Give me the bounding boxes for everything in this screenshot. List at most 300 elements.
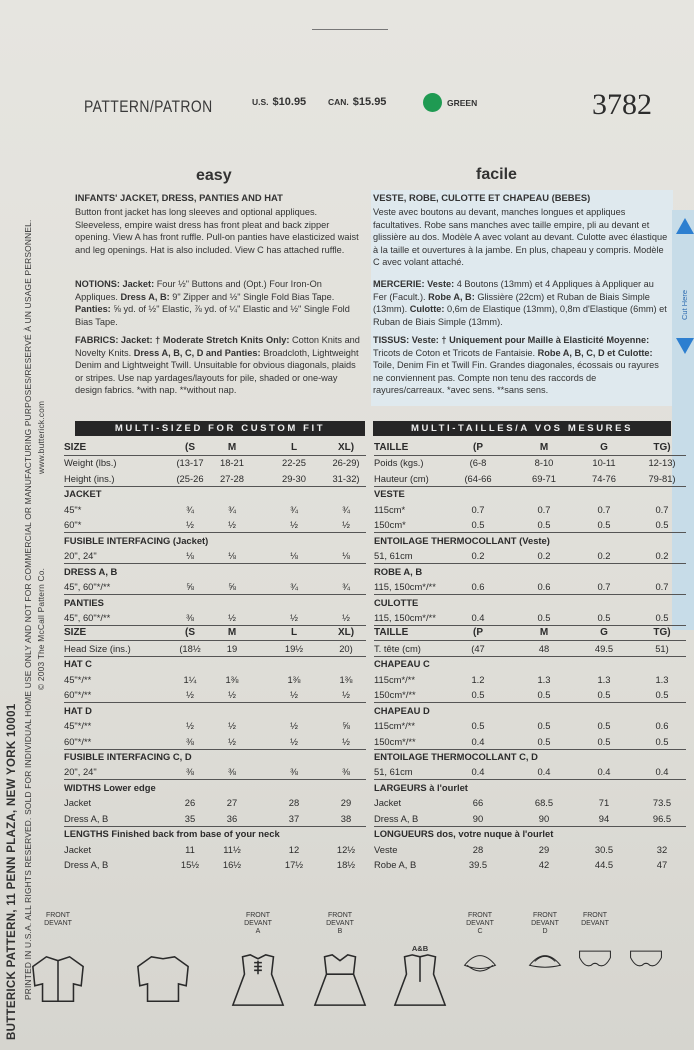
french-row-cell: 0.4 [471, 611, 485, 623]
english-table-row [64, 611, 366, 624]
can-price: CAN. $15.95 [328, 96, 387, 108]
french-row-cell: 0.5 [655, 735, 669, 747]
french-row-cell: 0.5 [537, 735, 551, 747]
english-table-row [64, 827, 366, 840]
english-row-label: 60"*/** [64, 689, 92, 701]
english-table-row [64, 472, 366, 485]
english-row-cell: 22-25 [282, 457, 306, 469]
french-row-cell: 39.5 [468, 859, 488, 871]
french-row-label: 51, 61cm [374, 550, 413, 562]
french-row-label: 115, 150cm*/** [374, 611, 436, 623]
french-row-label: Dress A, B [374, 812, 419, 824]
english-row-cell: 17½ [284, 859, 304, 871]
french-row-cell: 79-81) [648, 472, 676, 484]
english-row-cell: ¾ [290, 503, 298, 515]
english-row-cell: ¾ [342, 503, 350, 515]
french-table-row [374, 735, 686, 748]
sketch-label: A&B [411, 944, 429, 953]
french-row-cell: 0.6 [471, 581, 485, 593]
french-row-cell: 0.4 [471, 735, 485, 747]
english-row-label: HAT D [64, 704, 92, 716]
dressBack-sketch-icon [391, 952, 449, 1008]
french-row-cell: 0.5 [597, 519, 611, 531]
english-row-cell: ⅜ [342, 766, 350, 778]
french-row-cell: 47 [656, 859, 668, 871]
english-title: INFANTS' JACKET, DRESS, PANTIES AND HAT [75, 192, 283, 203]
english-table-row [64, 580, 366, 593]
french-row-cell: (P [473, 627, 483, 639]
english-table-bar: MULTI-SIZED FOR CUSTOM FIT [75, 421, 365, 436]
english-row-cell: 1⅜ [339, 673, 353, 685]
english-row-cell: ½ [186, 689, 194, 701]
jacket-sketch-icon [29, 952, 87, 1008]
french-row-cell: TG) [653, 442, 671, 453]
sketch-label: FRONT DEVANT C [466, 912, 494, 935]
english-table-row [64, 843, 366, 856]
french-row-label: CHAPEAU C [374, 658, 430, 670]
french-row-cell: 0.2 [655, 550, 669, 562]
english-row-label: FUSIBLE INTERFACING C, D [64, 751, 192, 762]
panties-sketch-icon [571, 946, 619, 982]
french-row-label: VESTE [374, 488, 405, 500]
french-row-cell: 1.2 [471, 673, 485, 685]
french-row-label: ENTOILAGE THERMOCOLLANT (Veste) [374, 534, 550, 546]
english-row-cell: 37 [288, 812, 300, 824]
arrow-up-icon [676, 218, 694, 234]
french-row-label: Robe A, B [374, 859, 417, 871]
french-row-cell: (47 [471, 642, 485, 654]
english-row-cell: ½ [290, 689, 298, 701]
english-row-cell: 29 [340, 797, 352, 809]
french-row-cell: 0.7 [655, 581, 669, 593]
french-row-cell: 0.4 [537, 766, 551, 778]
french-table-row [374, 827, 686, 840]
english-table-row [64, 642, 366, 655]
english-row-cell: ½ [228, 689, 236, 701]
french-row-cell: 0.5 [471, 519, 485, 531]
french-row-cell: 0.2 [597, 550, 611, 562]
french-row-cell: 0.5 [597, 611, 611, 623]
english-row-label: DRESS A, B [64, 565, 118, 577]
english-row-cell: 28 [288, 797, 300, 809]
english-row-cell: (18½ [179, 642, 201, 654]
french-table-row [374, 781, 686, 794]
color-label: GREEN [447, 98, 478, 108]
english-table-row [64, 441, 366, 454]
french-row-cell: 0.5 [537, 519, 551, 531]
english-table-row [64, 518, 366, 531]
french-row-cell: M [539, 442, 549, 453]
french-row-cell: 0.5 [655, 689, 669, 701]
french-row-cell: 69-71 [532, 472, 556, 484]
english-table-row [64, 765, 366, 778]
english-row-cell: (S [185, 627, 195, 639]
pattern-number: 3782 [592, 88, 652, 121]
english-row-cell: M [227, 627, 237, 639]
french-table-row [374, 565, 686, 578]
sketch-label: FRONT DEVANT [44, 912, 72, 927]
english-table-row [64, 704, 366, 717]
french-row-cell: 90 [472, 812, 484, 824]
color-dot-icon [423, 93, 442, 112]
french-row-label: 115cm*/** [374, 673, 415, 685]
english-row-cell: ¾ [342, 581, 350, 593]
french-row-cell: 0.4 [655, 766, 669, 778]
english-row-cell: 18-21 [220, 457, 244, 469]
english-row-label: Jacket [64, 843, 92, 855]
english-row-cell: ½ [290, 720, 298, 732]
french-row-cell: 0.5 [537, 611, 551, 623]
french-row-cell: 0.5 [655, 519, 669, 531]
english-row-cell: ½ [228, 519, 236, 531]
english-row-cell: ⅜ [186, 611, 194, 623]
english-row-cell: ⅝ [186, 581, 194, 593]
french-row-cell: 8-10 [534, 457, 554, 469]
pattern-label: PATTERN/PATRON [84, 97, 213, 116]
english-row-cell: ⅝ [342, 720, 350, 732]
english-row-cell: 18½ [336, 859, 356, 871]
english-row-cell: ⅛ [228, 550, 236, 562]
english-row-label: 45"* [64, 503, 82, 515]
english-row-cell: L [290, 442, 298, 453]
french-row-cell: 0.5 [537, 720, 551, 732]
english-row-cell: 27-28 [220, 472, 244, 484]
french-table-row [374, 534, 686, 547]
french-row-cell: 0.4 [471, 766, 485, 778]
french-row-cell: 0.5 [597, 720, 611, 732]
english-row-cell: 36 [226, 812, 238, 824]
english-row-cell: ⅛ [342, 550, 350, 562]
french-row-cell: 48 [538, 642, 550, 654]
french-table-row [374, 518, 686, 531]
french-row-cell: 42 [538, 859, 550, 871]
french-row-cell: 0.5 [597, 689, 611, 701]
english-row-cell: ¾ [228, 503, 236, 515]
french-row-cell: 0.5 [597, 735, 611, 747]
english-row-cell: ½ [228, 720, 236, 732]
french-row-cell: 0.7 [537, 503, 551, 515]
english-row-cell: 12 [288, 843, 300, 855]
french-row-label: Hauteur (cm) [374, 472, 429, 484]
english-table-row [64, 688, 366, 701]
english-row-cell: 26 [184, 797, 196, 809]
french-row-cell: 1.3 [655, 673, 669, 685]
english-row-cell: (25-26 [176, 472, 204, 484]
english-table-row [64, 626, 366, 639]
french-row-cell: 0.7 [655, 503, 669, 515]
french-row-cell: 94 [598, 812, 610, 824]
french-table-row [374, 456, 686, 469]
english-table-row [64, 781, 366, 794]
english-row-cell: 38 [340, 812, 352, 824]
english-row-cell: 12½ [336, 843, 356, 855]
english-row-cell: ½ [342, 519, 350, 531]
english-row-label: Head Size (ins.) [64, 642, 131, 654]
english-row-label: SIZE [64, 627, 87, 639]
french-row-cell: 68.5 [534, 797, 554, 809]
french-row-cell: 90 [538, 812, 550, 824]
english-row-cell: M [227, 442, 237, 453]
french-table-row [374, 441, 686, 454]
english-row-cell: 26-29) [332, 457, 360, 469]
english-row-cell: ½ [342, 611, 350, 623]
english-row-cell: 11½ [223, 843, 241, 855]
website: www.butterick.com [36, 400, 46, 474]
english-table-row [64, 812, 366, 825]
english-row-label: SIZE [64, 442, 87, 453]
english-row-label: 45"*/** [64, 720, 92, 732]
french-row-cell: (P [473, 442, 483, 453]
english-row-cell: XL) [337, 627, 355, 639]
english-notions: NOTIONS: Jacket: Four ½" Buttons and (Opt.) Four Iron-On Appliques. Dress A, B: 9" Zipper and ½" Single Fold Bias Tape. Panties: ⅝ yd. of ½" Elastic, ⅞ yd. of ¼" Elastic and ½" Single Fold Bias Tape. [75, 279, 350, 327]
french-row-cell: (64-66 [464, 472, 492, 484]
english-row-label: Weight (lbs.) [64, 457, 117, 469]
english-row-cell: (S [185, 442, 195, 453]
french-row-label: LARGEURS à l'ourlet [374, 781, 468, 793]
dressB-sketch-icon [311, 952, 369, 1008]
usage-notice: PRINTED IN U.S.A. ALL RIGHTS RESERVED. SOLD FOR INDIVIDUAL HOME USE ONLY AND NOT FOR COMMERCIAL OR MANUFACTURING PURPOSES/RESERVÉ À UN USAGE PERSONNEL. [23, 219, 33, 1000]
english-row-label: WIDTHS Lower edge [64, 781, 156, 793]
jacket-back-sketch-icon [134, 952, 192, 1008]
english-table-row [64, 596, 366, 609]
french-table-row [374, 503, 686, 516]
french-table-row [374, 704, 686, 717]
english-row-cell: ½ [228, 735, 236, 747]
english-row-cell: 19 [226, 642, 238, 654]
english-table-row [64, 503, 366, 516]
panties-back-sketch-icon [622, 946, 670, 982]
english-heading: easy [196, 167, 232, 184]
french-row-label: TAILLE [374, 627, 409, 639]
french-row-cell: 30.5 [594, 843, 614, 855]
english-table-row [64, 750, 366, 763]
french-table-row [374, 549, 686, 562]
english-row-label: 45", 60"*/** [64, 581, 111, 593]
french-row-label: ENTOILAGE THERMOCOLLANT C, D [374, 751, 538, 762]
french-row-cell: 0.7 [471, 503, 485, 515]
english-row-label: Jacket [64, 797, 92, 809]
english-table-row [64, 565, 366, 578]
english-row-cell: L [290, 627, 298, 639]
french-table-bar: MULTI-TAILLES/A VOS MESURES [373, 421, 671, 436]
french-row-cell: 73.5 [652, 797, 672, 809]
english-row-cell: (13-17 [176, 457, 204, 469]
french-table-row [374, 858, 686, 871]
english-row-cell: ⅛ [290, 550, 298, 562]
french-table-row [374, 688, 686, 701]
french-table-row [374, 843, 686, 856]
french-row-label: 51, 61cm [374, 766, 413, 778]
french-row-cell: TG) [653, 627, 671, 639]
french-row-cell: 0.6 [537, 581, 551, 593]
english-row-label: Dress A, B [64, 812, 109, 824]
english-row-cell: ⅜ [290, 766, 298, 778]
english-row-cell: ¾ [186, 503, 194, 515]
english-row-cell: XL) [337, 442, 355, 453]
french-row-cell: 29 [538, 843, 550, 855]
english-table-row [64, 796, 366, 809]
french-table-row [374, 642, 686, 655]
hatC-sketch-icon [456, 946, 504, 982]
french-row-label: ROBE A, B [374, 565, 423, 577]
english-table-row [64, 456, 366, 469]
french-row-cell: 28 [472, 843, 484, 855]
french-row-cell: G [600, 442, 608, 453]
english-row-cell: ⅜ [186, 735, 194, 747]
english-table-row [64, 487, 366, 500]
french-row-label: 115, 150cm*/** [374, 581, 436, 593]
english-row-cell: ½ [228, 611, 236, 623]
cut-here-label: Cut Here [680, 289, 689, 320]
english-row-label: HAT C [64, 658, 92, 670]
us-price: U.S. $10.95 [252, 96, 307, 108]
english-row-cell: 35 [184, 812, 196, 824]
english-row-label: FUSIBLE INTERFACING (Jacket) [64, 534, 209, 546]
french-row-cell: 66 [472, 797, 484, 809]
french-table-row [374, 765, 686, 778]
french-table-row [374, 657, 686, 670]
french-row-cell: G [600, 627, 608, 639]
french-row-cell: 1.3 [597, 673, 611, 685]
english-row-cell: 1¼ [183, 673, 197, 685]
english-row-cell: ⅜ [186, 766, 194, 778]
french-mercerie: MERCERIE: Veste: 4 Boutons (13mm) et 4 Appliques à Appliquer au Fer (Facult.). Robe A, B: Glissière (22cm) et Ruban de Biais Simple (13mm). Culotte: 0,6m de Elastique (13mm), 0,8m d'Elastique (6mm) et Ruban de Biais Simple (13mm). [373, 279, 667, 327]
french-row-cell: M [539, 627, 549, 639]
french-row-cell: 32 [656, 843, 668, 855]
english-row-label: 60"* [64, 519, 82, 531]
french-row-cell: 12-13) [648, 457, 676, 469]
french-tissus: TISSUS: Veste: † Uniquement pour Maille à Elasticité Moyenne: Tricots de Coton et Tricots de Fantaisie. Robe A, B, C, D et Culotte: Toile, Denim Fin et Twill Fin. Grandes diagonales, écossais ou rayures ne conviennent pas. Compte non tenu des raccords de rayures/carreaux. *avec sens. **sans sens. [373, 335, 659, 396]
french-table-row [374, 611, 686, 624]
english-row-cell: ½ [342, 689, 350, 701]
french-row-cell: 0.7 [597, 581, 611, 593]
english-row-cell: 1⅜ [225, 673, 239, 685]
english-row-cell: 20) [339, 642, 353, 654]
english-fabrics: FABRICS: Jacket: † Moderate Stretch Knits Only: Cotton Knits and Novelty Knits. Dress A, B, C, D and Panties: Broadcloth, Lightweight Denim and Lightweight Twill. Unsuitable for obvious diagonals, plaids or stripes. Use nap yardages/layouts for pile, shaded or one-way design fabrics. *with nap. **without nap. [75, 335, 360, 396]
english-row-label: 60"*/** [64, 735, 92, 747]
english-row-label: 20", 24" [64, 550, 97, 562]
english-row-cell: 19½ [284, 642, 304, 654]
french-row-cell: 74-76 [592, 472, 616, 484]
english-row-cell: 29-30 [282, 472, 306, 484]
french-row-cell: 51) [655, 642, 669, 654]
english-row-cell: 27 [226, 797, 238, 809]
english-row-label: 45", 60"*/** [64, 611, 111, 623]
french-heading: facile [476, 166, 517, 183]
english-table-row [64, 534, 366, 547]
french-row-label: 115cm* [374, 503, 406, 515]
french-row-cell: 0.6 [655, 720, 669, 732]
top-rule [312, 29, 388, 30]
english-row-cell: 31-32) [332, 472, 360, 484]
french-row-label: 115cm*/** [374, 720, 415, 732]
english-row-cell: 16½ [222, 859, 242, 871]
english-row-cell: 15½ [180, 859, 200, 871]
english-row-cell: ¾ [290, 581, 298, 593]
french-row-cell: (6-8 [469, 457, 487, 469]
english-row-cell: ½ [290, 735, 298, 747]
publisher-address: BUTTERICK PATTERN, 11 PENN PLAZA, NEW YORK 10001 [6, 703, 18, 1040]
english-row-cell: ⅜ [228, 766, 236, 778]
english-table-row [64, 858, 366, 871]
english-row-cell: ½ [186, 519, 194, 531]
french-title: VESTE, ROBE, CULOTTE ET CHAPEAU (BEBES) [373, 192, 591, 203]
sketch-label: FRONT DEVANT [581, 912, 609, 927]
french-description: Veste avec boutons au devant, manches longues et appliques facultatives. Robe sans manches avec taille empire, pli au devant et glissière au dos. Modèle A avec volant au devant. Culotte avec élastique à la taille et ouvertures à la jambe. En plus, chapeau y compris. Modèle C avec volant attaché. [373, 207, 668, 268]
french-row-cell: 49.5 [594, 642, 614, 654]
french-table-row [374, 472, 686, 485]
french-row-label: CULOTTE [374, 596, 419, 608]
english-table-row [64, 735, 366, 748]
english-row-cell: ½ [290, 519, 298, 531]
english-row-cell: ½ [186, 720, 194, 732]
english-row-cell: ⅛ [186, 550, 194, 562]
french-row-cell: 71 [598, 797, 610, 809]
sketch-label: FRONT DEVANT D [531, 912, 559, 935]
french-table-row [374, 812, 686, 825]
french-row-cell: 10-11 [592, 457, 616, 469]
french-row-cell: 0.2 [537, 550, 551, 562]
french-table-row [374, 487, 686, 500]
hatD-sketch-icon [521, 946, 569, 982]
french-row-label: 150cm* [374, 519, 406, 531]
dressA-sketch-icon [229, 952, 287, 1008]
english-table-row [64, 549, 366, 562]
french-row-label: LONGUEURS dos, votre nuque à l'ourlet [374, 828, 554, 840]
french-row-label: Jacket [374, 797, 402, 809]
english-table-row [64, 657, 366, 670]
french-row-cell: 44.5 [594, 859, 614, 871]
french-table-row [374, 626, 686, 639]
english-row-label: 45"*/** [64, 673, 92, 685]
english-row-cell: ½ [342, 735, 350, 747]
french-table-row [374, 580, 686, 593]
french-row-label: Veste [374, 843, 398, 855]
french-row-label: 150cm*/** [374, 689, 416, 701]
french-row-cell: 96.5 [652, 812, 672, 824]
english-description: Button front jacket has long sleeves and optional appliques. Sleeveless, empire waist dress has front pleat and back zipper opening. View A has front ruffle. Pull-on panties have elasticized waist and leg openings. Hat is also included. View C has attached ruffle. [75, 207, 359, 255]
arrow-down-icon [676, 338, 694, 354]
english-row-cell: 1⅜ [287, 673, 301, 685]
sketch-label: FRONT DEVANT B [326, 912, 354, 935]
french-row-label: Poids (kgs.) [374, 457, 424, 469]
french-row-label: 150cm*/** [374, 735, 416, 747]
french-table-row [374, 673, 686, 686]
french-row-cell: 0.5 [655, 611, 669, 623]
english-row-cell: ⅝ [228, 581, 236, 593]
french-table-row [374, 719, 686, 732]
french-row-cell: 0.2 [471, 550, 485, 562]
copyright: © 2003 The McCall Pattern Co. [36, 567, 46, 690]
french-row-label: T. tête (cm) [374, 642, 421, 654]
french-table-row [374, 750, 686, 763]
french-table-row [374, 796, 686, 809]
english-row-label: PANTIES [64, 596, 104, 608]
english-row-label: LENGTHS Finished back from base of your neck [64, 828, 280, 840]
french-row-cell: 0.7 [597, 503, 611, 515]
english-table-row [64, 673, 366, 686]
english-row-cell: ½ [290, 611, 298, 623]
english-row-label: 20", 24" [64, 766, 97, 778]
french-row-label: TAILLE [374, 442, 409, 453]
french-row-cell: 0.5 [537, 689, 551, 701]
french-row-cell: 0.4 [597, 766, 611, 778]
sketch-label: FRONT DEVANT A [244, 912, 272, 935]
french-row-cell: 0.5 [471, 689, 485, 701]
french-row-label: CHAPEAU D [374, 704, 430, 716]
english-row-label: Dress A, B [64, 859, 109, 871]
french-table-row [374, 596, 686, 609]
